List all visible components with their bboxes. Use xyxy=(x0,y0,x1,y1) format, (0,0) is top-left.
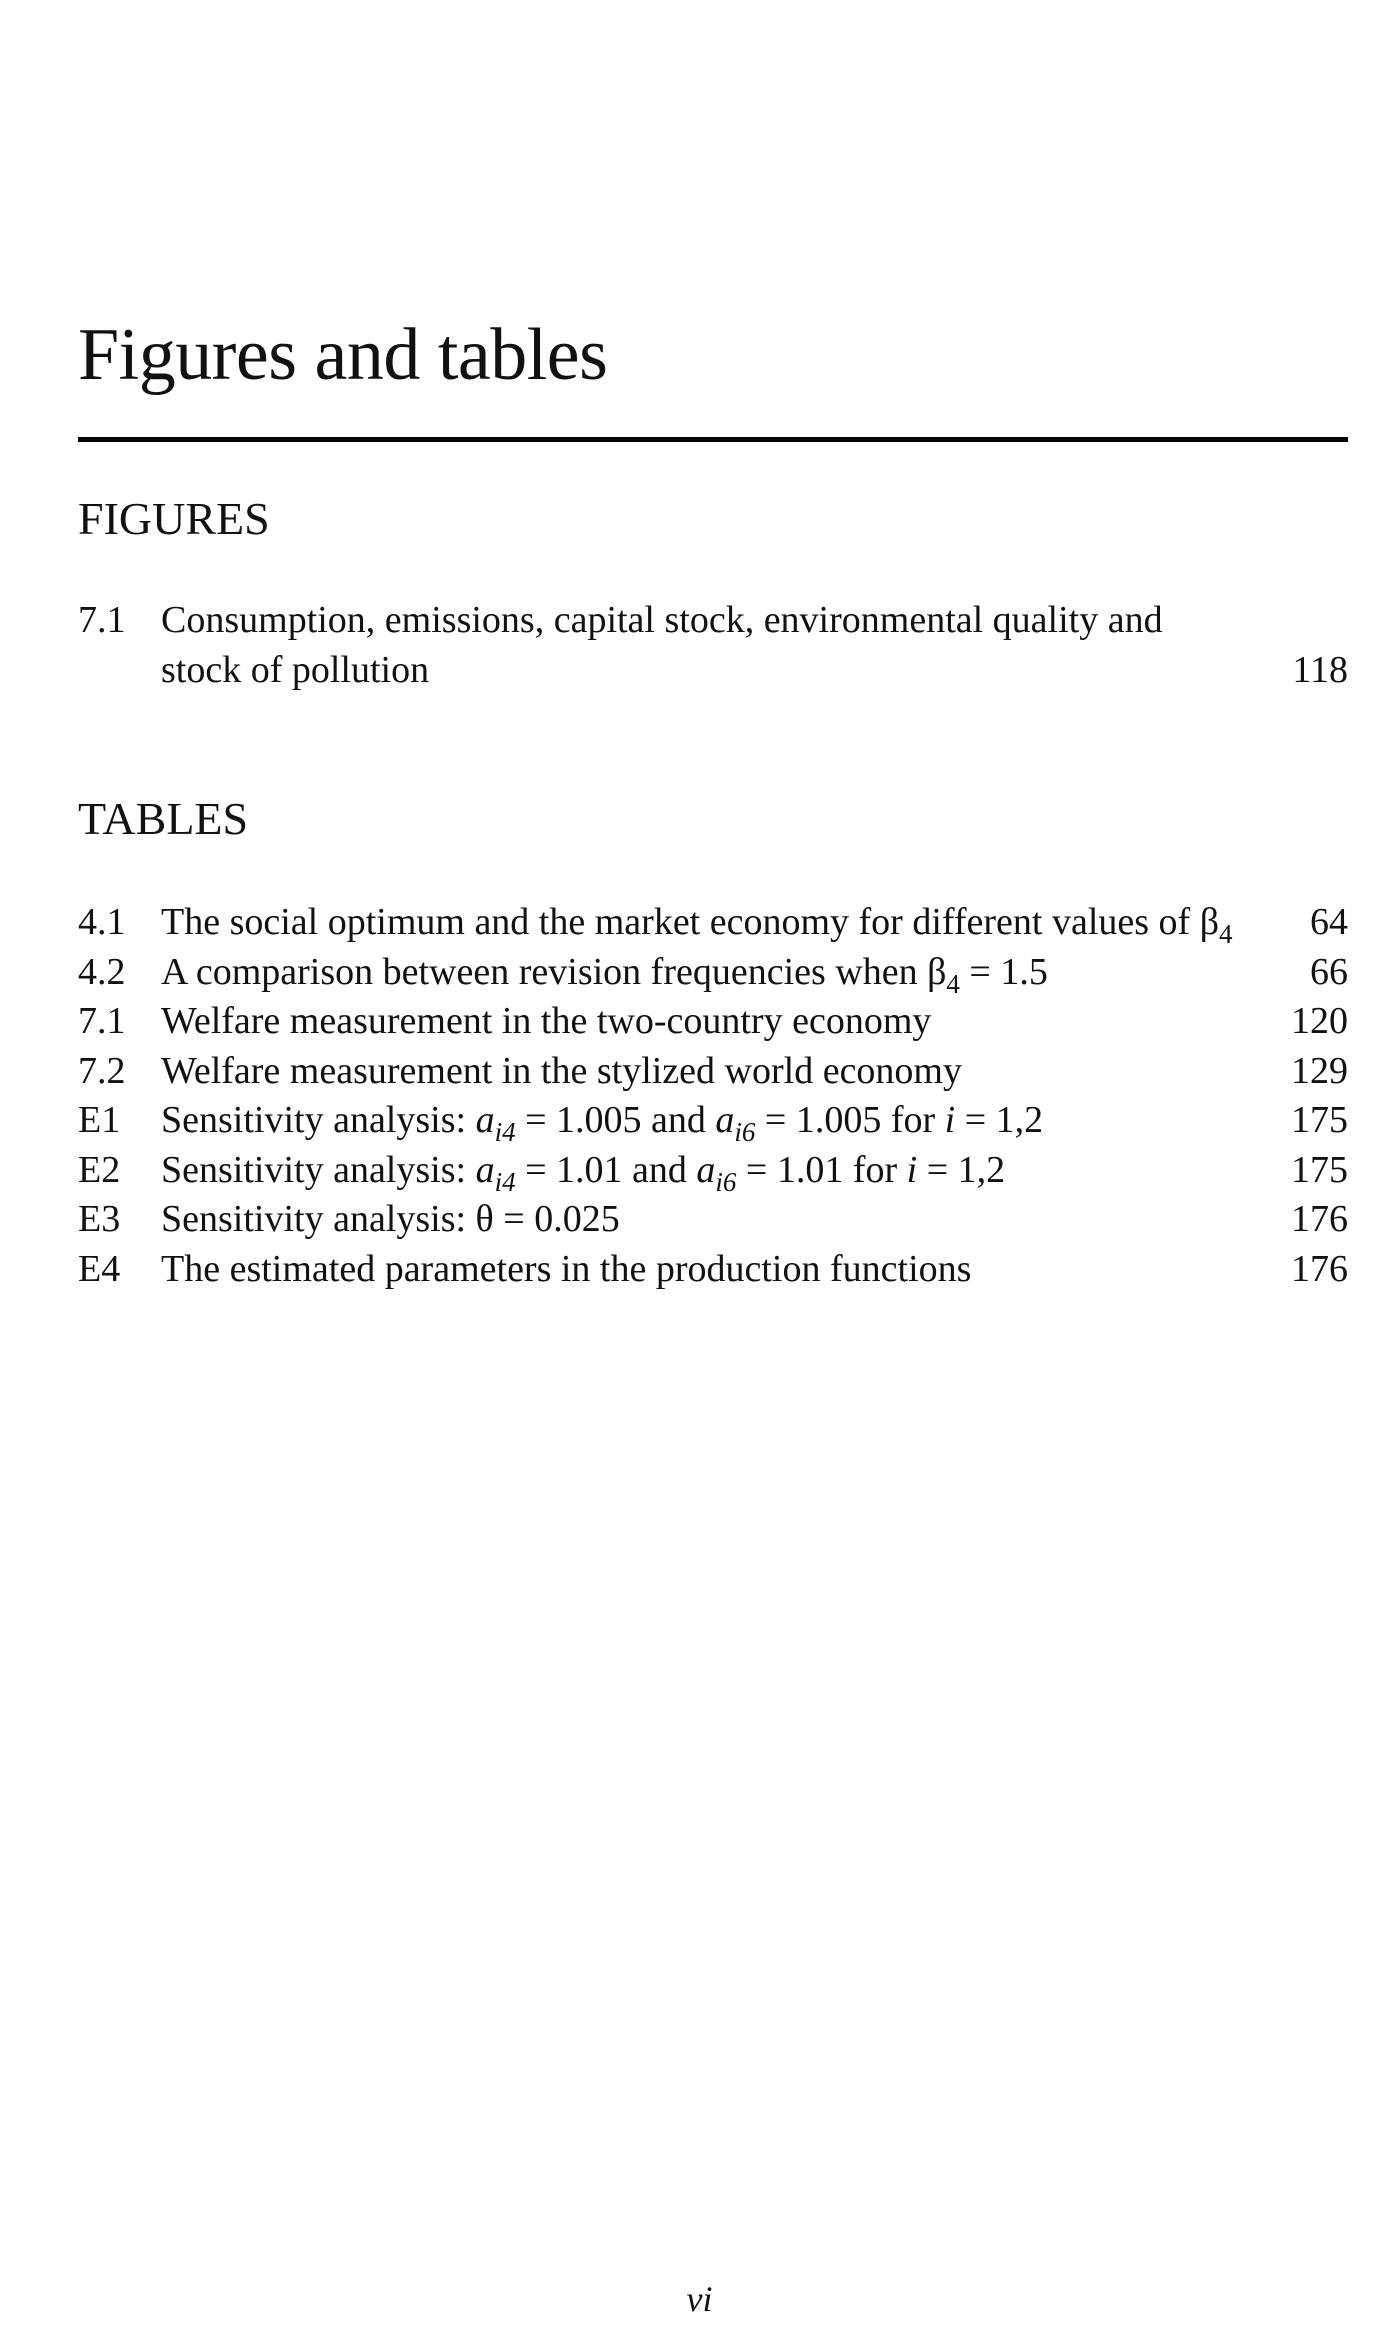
table-entry-4-1[interactable] xyxy=(78,898,1348,948)
table-entry-e4[interactable] xyxy=(78,1245,1348,1295)
table-entry-7-2[interactable] xyxy=(78,1047,1348,1097)
page-folio: vi xyxy=(686,2279,713,2319)
entry-number: E3 xyxy=(78,1198,121,1240)
figure-entry-7-1[interactable] xyxy=(78,596,1348,695)
variable-a: a xyxy=(696,1148,716,1191)
entry-title: Consumption, emissions, capital stock, environmental quality and stock of pollution xyxy=(161,599,1163,691)
variable-a: a xyxy=(475,1099,495,1141)
entry-title-text: Sensitivity analysis: xyxy=(161,1099,476,1141)
figures-heading: FIGURES xyxy=(78,493,270,544)
entry-page: 120 xyxy=(1291,1000,1348,1042)
entry-page: 64 xyxy=(1310,901,1348,943)
entry-title xyxy=(161,1146,1238,1196)
page-title: Figures and tables xyxy=(78,314,608,396)
entry-number: 7.2 xyxy=(78,1049,126,1092)
entry-title xyxy=(161,1096,1238,1146)
figures-list xyxy=(78,596,1348,695)
entry-number: 4.2 xyxy=(78,950,126,993)
entry-title-text: = 1.01 for xyxy=(736,1148,907,1191)
entry-page: 129 xyxy=(1291,1049,1348,1092)
variable-a: a xyxy=(715,1099,735,1141)
entry-number: 7.1 xyxy=(78,599,126,641)
entry-number: E2 xyxy=(78,1148,121,1191)
table-entry-e3[interactable] xyxy=(78,1195,1348,1245)
subscript: i6 xyxy=(734,1117,756,1147)
entry-title-text: = 1.005 for xyxy=(755,1099,945,1141)
entry-number: E1 xyxy=(78,1099,121,1141)
subscript: i4 xyxy=(494,1117,516,1147)
entry-title-text: A comparison between revision frequencies when β xyxy=(161,950,947,993)
entry-title-text: = 1,2 xyxy=(917,1148,1006,1191)
entry-title-text: = 1.005 and xyxy=(515,1099,716,1141)
subscript: i6 xyxy=(715,1166,737,1197)
entry-title-text: = 1.5 xyxy=(959,950,1048,993)
entry-title-text: The social optimum and the market economy for different values of β xyxy=(161,901,1220,943)
table-entry-e1[interactable] xyxy=(78,1096,1348,1146)
entry-title: Welfare measurement in the stylized world economy xyxy=(161,1049,962,1092)
table-entry-7-1[interactable] xyxy=(78,997,1348,1047)
entry-page: 176 xyxy=(1291,1198,1348,1240)
entry-title xyxy=(161,948,1238,998)
entry-page: 176 xyxy=(1291,1247,1348,1290)
entry-title-text: = 1,2 xyxy=(955,1099,1044,1141)
entry-title-text: Sensitivity analysis: xyxy=(161,1148,476,1191)
variable-a: a xyxy=(475,1148,495,1191)
entry-number: 7.1 xyxy=(78,1000,126,1042)
entry-title: The estimated parameters in the production functions xyxy=(161,1247,972,1290)
variable-i: i xyxy=(944,1099,956,1141)
entry-number: E4 xyxy=(78,1247,121,1290)
variable-i: i xyxy=(906,1148,918,1191)
tables-list xyxy=(78,898,1348,1294)
entry-title-text: = 1.01 and xyxy=(515,1148,697,1191)
table-entry-e2[interactable] xyxy=(78,1146,1348,1196)
entry-page: 118 xyxy=(1292,648,1348,691)
subscript: i4 xyxy=(494,1166,516,1197)
title-rule xyxy=(78,437,1348,442)
entry-title: Welfare measurement in the two-country economy xyxy=(161,1000,932,1042)
entry-number: 4.1 xyxy=(78,901,126,943)
entry-page: 175 xyxy=(1291,1148,1348,1191)
entry-page: 66 xyxy=(1310,950,1348,993)
entry-title xyxy=(161,898,1238,948)
table-entry-4-2[interactable] xyxy=(78,948,1348,998)
subscript: 4 xyxy=(1219,919,1233,949)
entry-page: 175 xyxy=(1291,1099,1348,1141)
tables-heading: TABLES xyxy=(78,793,249,844)
subscript: 4 xyxy=(946,968,960,999)
entry-title: Sensitivity analysis: θ = 0.025 xyxy=(161,1198,620,1240)
